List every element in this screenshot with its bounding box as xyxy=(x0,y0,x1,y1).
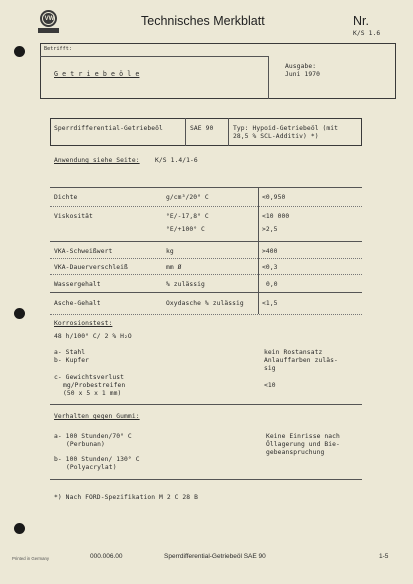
korrosion-conditions: 48 h/100° C/ 2 % H₂O xyxy=(54,333,132,340)
row-unit-viskositaet-hot: °E/+100° C xyxy=(166,226,205,233)
ausgabe-value: Juni 1970 xyxy=(285,71,321,78)
footer-title: Sperrdifferential-Getriebeöl SAE 90 xyxy=(164,553,266,560)
korrosion-c-line1: c- Gewichtsverlust xyxy=(54,374,125,381)
product-sae: SAE 90 xyxy=(190,125,214,132)
punch-hole-bottom xyxy=(14,523,25,534)
row-unit-viskositaet-cold: °E/-17,8° C xyxy=(166,213,209,220)
row-value-dauerverschleiss: <0,3 xyxy=(262,264,278,271)
product-divider-2 xyxy=(228,118,229,146)
row-value-viskositaet-cold: <10 000 xyxy=(262,213,290,220)
footer-printed: Printed in Germany xyxy=(12,556,50,561)
row-name-dichte: Dichte xyxy=(54,194,78,201)
product-typ-line1: Typ: Hypoid-Getriebeöl (mit xyxy=(233,125,339,132)
product-typ-line2: 28,5 % SCL-Additiv) *) xyxy=(233,133,319,140)
document-title: Technisches Merkblatt xyxy=(141,14,265,28)
betrifft-divider xyxy=(268,56,269,99)
korrosion-rule xyxy=(50,404,362,405)
row-name-dauerverschleiss: VKA-Dauerverschleiß xyxy=(54,264,128,271)
footer-page: 1-5 xyxy=(379,553,389,560)
punch-hole-top xyxy=(14,46,25,57)
table-rule xyxy=(50,206,362,207)
row-name-viskositaet: Viskosität xyxy=(54,213,93,220)
gummi-b-line1: b- 100 Stunden/ 130° C xyxy=(54,456,140,463)
row-value-schweisswert: >400 xyxy=(262,248,278,255)
logo-label-bar xyxy=(38,28,59,33)
korrosion-c-value: <10 xyxy=(264,382,276,389)
row-value-viskositaet-hot: >2,5 xyxy=(262,226,278,233)
gummi-rule xyxy=(50,479,362,480)
row-value-wassergehalt: 0,0 xyxy=(266,281,278,288)
row-name-schweisswert: VKA-Schweißwert xyxy=(54,248,113,255)
nr-value: K/S 1.6 xyxy=(353,30,381,37)
row-unit-schweisswert: kg xyxy=(166,248,174,255)
row-value-dichte: <0,950 xyxy=(262,194,286,201)
gummi-heading: Verhalten gegen Gummi: xyxy=(54,413,140,420)
gummi-a-line2: (Perbunan) xyxy=(66,441,105,448)
product-name: Sperrdifferential-Getriebeöl xyxy=(54,125,163,132)
row-value-asche: <1,5 xyxy=(262,300,278,307)
row-name-wassergehalt: Wassergehalt xyxy=(54,281,101,288)
korrosion-b: b- Kupfer xyxy=(54,357,90,364)
anwendung-value: K/S 1.4/1-6 xyxy=(155,157,198,164)
korrosion-c-line3: (50 x 5 x 1 mm) xyxy=(63,390,122,397)
product-divider-1 xyxy=(185,118,186,146)
betrifft-label: Betrifft: xyxy=(44,46,72,52)
korrosion-heading: Korrosionstest: xyxy=(54,320,113,327)
gummi-b-line2: (Polyacrylat) xyxy=(66,464,117,471)
row-unit-wassergehalt: % zulässig xyxy=(166,281,205,288)
product-box xyxy=(50,118,362,146)
table-rule xyxy=(50,292,362,293)
table-rule xyxy=(50,187,362,188)
betrifft-subject: G e t r i e b e ö l e xyxy=(54,70,140,78)
ausgabe-label: Ausgabe: xyxy=(285,63,317,70)
korrosion-result-line1: kein Rostansatz xyxy=(264,349,323,356)
footer-code: 000.006.00 xyxy=(90,553,123,560)
korrosion-a: a- Stahl xyxy=(54,349,86,356)
korrosion-result-line2: Anlauffarben zuläs- xyxy=(264,357,338,364)
vw-logo-icon: VW xyxy=(40,10,57,27)
table-rule xyxy=(50,314,362,315)
table-column-divider xyxy=(258,187,259,314)
korrosion-c-line2: mg/Probestreifen xyxy=(63,382,126,389)
row-unit-dauerverschleiss: mm Ø xyxy=(166,264,182,271)
nr-label: Nr. xyxy=(353,14,369,28)
gummi-result-line2: Öllagerung und Bie- xyxy=(266,441,340,448)
gummi-result-line1: Keine Einrisse nach xyxy=(266,433,340,440)
betrifft-rule xyxy=(40,56,268,57)
row-unit-asche: Oxydasche % zulässig xyxy=(166,300,244,307)
gummi-a-line1: a- 100 Stunden/70° C xyxy=(54,433,132,440)
row-unit-dichte: g/cm³/20° C xyxy=(166,194,209,201)
punch-hole-middle xyxy=(14,308,25,319)
korrosion-result-line3: sig xyxy=(264,365,276,372)
row-name-asche: Asche-Gehalt xyxy=(54,300,101,307)
gummi-result-line3: gebeanspruchung xyxy=(266,449,325,456)
anwendung-label: Anwendung siehe Seite: xyxy=(54,157,140,164)
table-rule xyxy=(50,274,362,275)
footnote: *) Nach FORD-Spezifikation M 2 C 28 B xyxy=(54,494,198,501)
table-rule xyxy=(50,241,362,242)
table-rule xyxy=(50,258,362,259)
